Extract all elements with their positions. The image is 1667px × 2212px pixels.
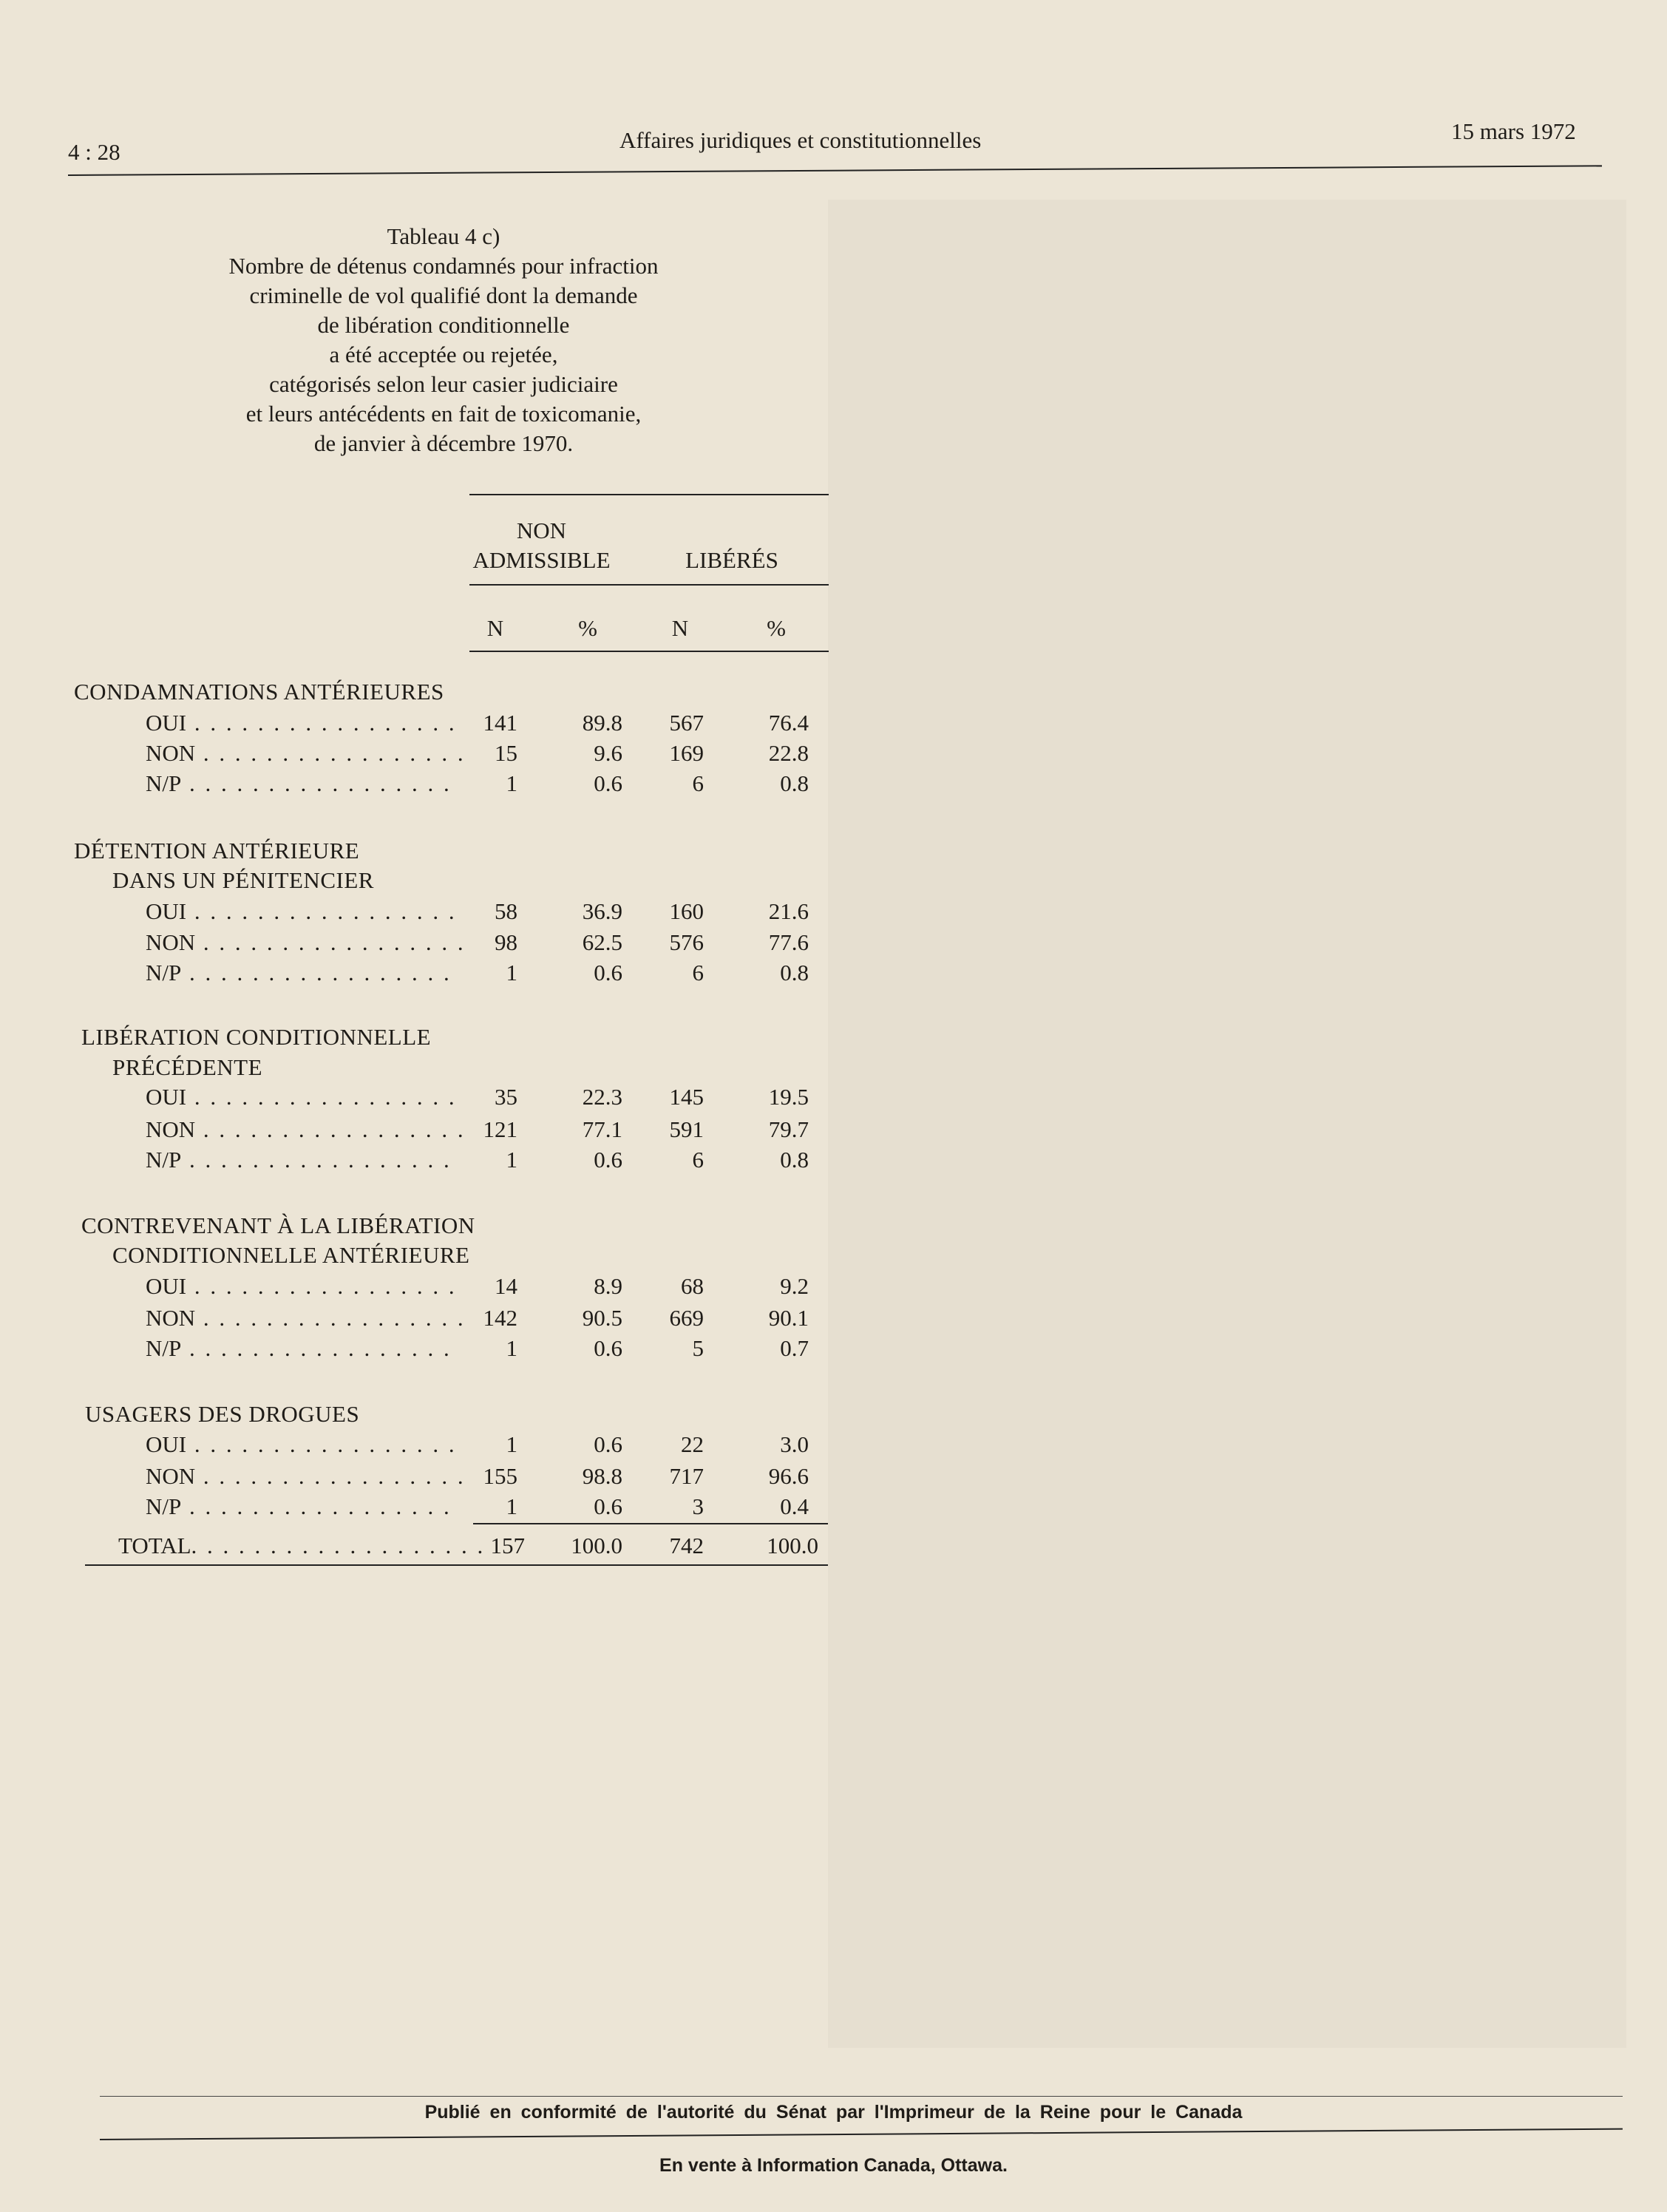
header-admissible: ADMISSIBLE: [472, 547, 611, 573]
header-rule: [68, 165, 1602, 176]
caption-line: catégorisés selon leur casier judiciaire: [269, 371, 618, 397]
cell-n: 22: [681, 1431, 704, 1457]
table-bottom-rule: [85, 1564, 828, 1566]
cell-n: 141: [483, 710, 517, 736]
table-top-rule: [469, 494, 829, 495]
footer-rule: [100, 2128, 1623, 2140]
cell-n: 68: [681, 1273, 704, 1299]
page-date: 15 mars 1972: [1451, 118, 1576, 144]
row-label: N/P . . . . . . . . . . . . . . . . .: [146, 1493, 452, 1519]
section-title: USAGERS DES DROGUES: [85, 1401, 360, 1427]
cell-n: 1: [506, 1493, 517, 1519]
cell-n: 576: [669, 929, 704, 955]
cell-n: 591: [669, 1116, 704, 1142]
row-label: NON . . . . . . . . . . . . . . . . .: [146, 1116, 466, 1142]
row-label: N/P . . . . . . . . . . . . . . . . .: [146, 1335, 452, 1361]
cell-percent: 0.6: [594, 1335, 622, 1361]
bleed-through-area: [828, 200, 1626, 2048]
section-title: LIBÉRATION CONDITIONNELLE: [81, 1024, 432, 1050]
cell-n: 1: [506, 1431, 517, 1457]
cell-percent: 0.4: [780, 1493, 809, 1519]
cell-percent: 9.6: [594, 740, 622, 766]
cell-percent: 3.0: [780, 1431, 809, 1457]
cell-percent: 90.5: [582, 1305, 622, 1331]
section-title: PRÉCÉDENTE: [112, 1054, 263, 1080]
section-title: DANS UN PÉNITENCIER: [112, 867, 374, 893]
cell-n: 6: [692, 1147, 704, 1173]
cell-n: 1: [506, 1335, 517, 1361]
row-label: OUI . . . . . . . . . . . . . . . . .: [146, 1273, 457, 1299]
caption-line: et leurs antécédents en fait de toxicomanie,: [245, 401, 642, 427]
cell-percent: 77.1: [582, 1116, 622, 1142]
row-label: NON . . . . . . . . . . . . . . . . .: [146, 1305, 466, 1331]
row-label: OUI . . . . . . . . . . . . . . . . .: [146, 710, 457, 736]
group-header-rule: [469, 584, 829, 586]
total-percent: 100.0: [571, 1533, 622, 1558]
cell-percent: 9.2: [780, 1273, 809, 1299]
section-title: DÉTENTION ANTÉRIEURE: [74, 838, 360, 864]
row-label: OUI . . . . . . . . . . . . . . . . .: [146, 898, 457, 924]
footer-top-rule: [100, 2096, 1623, 2097]
cell-n: 1: [506, 960, 517, 985]
subtotal-rule: [473, 1523, 828, 1524]
subheader-n: N: [486, 615, 504, 641]
cell-n: 15: [495, 740, 517, 766]
row-label: NON . . . . . . . . . . . . . . . . .: [146, 929, 466, 955]
cell-n: 6: [692, 770, 704, 796]
cell-n: 3: [692, 1493, 704, 1519]
cell-percent: 0.6: [594, 1431, 622, 1457]
cell-percent: 0.8: [780, 960, 809, 985]
caption-line: criminelle de vol qualifié dont la demande: [249, 282, 638, 308]
caption-line: Nombre de détenus condamnés pour infraction: [228, 253, 659, 279]
cell-percent: 0.6: [594, 770, 622, 796]
cell-percent: 0.6: [594, 960, 622, 985]
subheader-percent: %: [767, 615, 786, 641]
total-percent: 100.0: [767, 1533, 818, 1558]
header-liberes: LIBÉRÉS: [685, 547, 778, 573]
subheader-n: N: [671, 615, 689, 641]
subheader-rule: [469, 651, 829, 652]
cell-percent: 79.7: [768, 1116, 809, 1142]
table-caption: [126, 222, 761, 458]
cell-n: 6: [692, 960, 704, 985]
cell-percent: 89.8: [582, 710, 622, 736]
cell-percent: 21.6: [768, 898, 809, 924]
total-n: 157: [490, 1533, 525, 1558]
cell-percent: 0.7: [780, 1335, 809, 1361]
cell-percent: 0.6: [594, 1147, 622, 1173]
row-label: NON . . . . . . . . . . . . . . . . .: [146, 740, 466, 766]
cell-percent: 0.8: [780, 770, 809, 796]
header-non: NON: [516, 518, 567, 543]
section-title: CONTREVENANT À LA LIBÉRATION: [81, 1212, 475, 1238]
cell-percent: 22.8: [768, 740, 809, 766]
row-label: N/P . . . . . . . . . . . . . . . . .: [146, 960, 452, 985]
row-label: OUI . . . . . . . . . . . . . . . . .: [146, 1084, 457, 1110]
cell-percent: 96.6: [768, 1463, 809, 1489]
cell-n: 1: [506, 1147, 517, 1173]
caption-line: de janvier à décembre 1970.: [313, 430, 574, 456]
table-label: Tableau 4 c): [387, 223, 500, 249]
cell-n: 121: [483, 1116, 517, 1142]
caption-line: a été acceptée ou rejetée,: [329, 342, 558, 367]
section-title: CONDAMNATIONS ANTÉRIEURES: [74, 679, 444, 705]
cell-percent: 0.6: [594, 1493, 622, 1519]
cell-n: 567: [669, 710, 704, 736]
cell-percent: 77.6: [768, 929, 809, 955]
cell-percent: 62.5: [582, 929, 622, 955]
cell-n: 717: [669, 1463, 704, 1489]
cell-n: 145: [669, 1084, 704, 1110]
cell-percent: 19.5: [768, 1084, 809, 1110]
total-n: 742: [669, 1533, 704, 1558]
sale-notice: En vente à Information Canada, Ottawa.: [659, 2155, 1008, 2176]
cell-percent: 36.9: [582, 898, 622, 924]
running-title: Affaires juridiques et constitutionnelles: [619, 127, 982, 153]
cell-n: 5: [692, 1335, 704, 1361]
cell-percent: 8.9: [594, 1273, 622, 1299]
subheader-percent: %: [578, 615, 597, 641]
cell-n: 35: [495, 1084, 517, 1110]
cell-n: 669: [669, 1305, 704, 1331]
cell-n: 169: [669, 740, 704, 766]
row-label: N/P . . . . . . . . . . . . . . . . .: [146, 770, 452, 796]
cell-n: 14: [495, 1273, 517, 1299]
caption-line: de libération conditionnelle: [317, 312, 570, 338]
row-label: NON . . . . . . . . . . . . . . . . .: [146, 1463, 466, 1489]
page-number: 4 : 28: [68, 139, 120, 165]
publication-notice: Publié en conformité de l'autorité du Sénat par l'Imprimeur de la Reine pour le Canada: [424, 2102, 1243, 2123]
cell-n: 155: [483, 1463, 517, 1489]
cell-n: 98: [495, 929, 517, 955]
cell-percent: 22.3: [582, 1084, 622, 1110]
cell-n: 1: [506, 770, 517, 796]
cell-n: 160: [669, 898, 704, 924]
cell-n: 142: [483, 1305, 517, 1331]
section-title: CONDITIONNELLE ANTÉRIEURE: [112, 1242, 470, 1268]
cell-percent: 98.8: [582, 1463, 622, 1489]
cell-percent: 0.8: [780, 1147, 809, 1173]
cell-n: 58: [495, 898, 517, 924]
total-label: TOTAL. . . . . . . . . . . . . . . . . . .: [118, 1533, 486, 1558]
cell-percent: 90.1: [768, 1305, 809, 1331]
row-label: N/P . . . . . . . . . . . . . . . . .: [146, 1147, 452, 1173]
row-label: OUI . . . . . . . . . . . . . . . . .: [146, 1431, 457, 1457]
cell-percent: 76.4: [768, 710, 809, 736]
